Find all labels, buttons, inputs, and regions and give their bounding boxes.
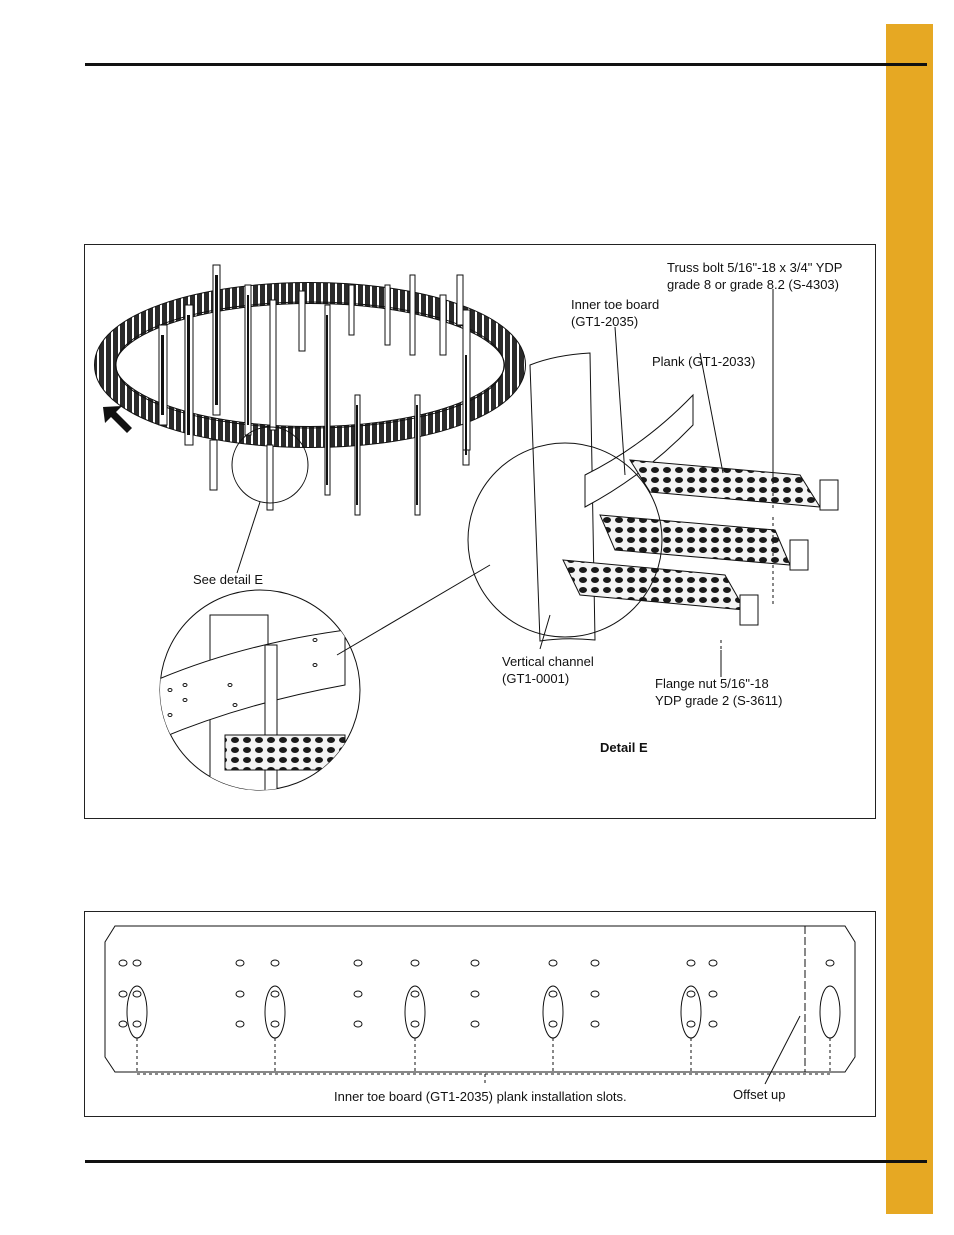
vertical-channel-label: Vertical channel <box>502 654 594 669</box>
assembly-illustration <box>85 245 875 818</box>
see-detail-label: See detail E <box>193 572 264 587</box>
see-detail-leader <box>237 502 260 573</box>
inner-toe-board-part-label: (GT1-2035) <box>571 314 639 329</box>
inner-toe-board-label: Inner toe board <box>571 297 660 312</box>
section-tab <box>886 24 933 1214</box>
truss-bolt-grade-label: grade 8 or grade 8.2 (S-4303) <box>667 277 839 292</box>
figure-detail-e <box>84 244 876 819</box>
header-rule <box>85 63 927 66</box>
detail-e-title: Detail E <box>600 740 648 755</box>
offset-up-label: Offset up <box>733 1087 786 1102</box>
footer-rule <box>85 1160 927 1163</box>
truss-bolt-label: Truss bolt 5/16"-18 x 3/4" YDP <box>667 260 843 275</box>
vertical-channel-part-label: (GT1-0001) <box>502 671 570 686</box>
slots-label: Inner toe board (GT1-2035) plank installation slots. <box>334 1089 627 1104</box>
plank-label: Plank (GT1-2033) <box>652 354 756 369</box>
detail-zoom-inset <box>145 565 490 815</box>
detail-assembly <box>468 289 838 677</box>
flange-nut-label: Flange nut 5/16"-18 <box>655 676 769 691</box>
flange-nut-grade-label: YDP grade 2 (S-3611) <box>655 693 783 708</box>
toe-board-illustration <box>85 912 875 1116</box>
